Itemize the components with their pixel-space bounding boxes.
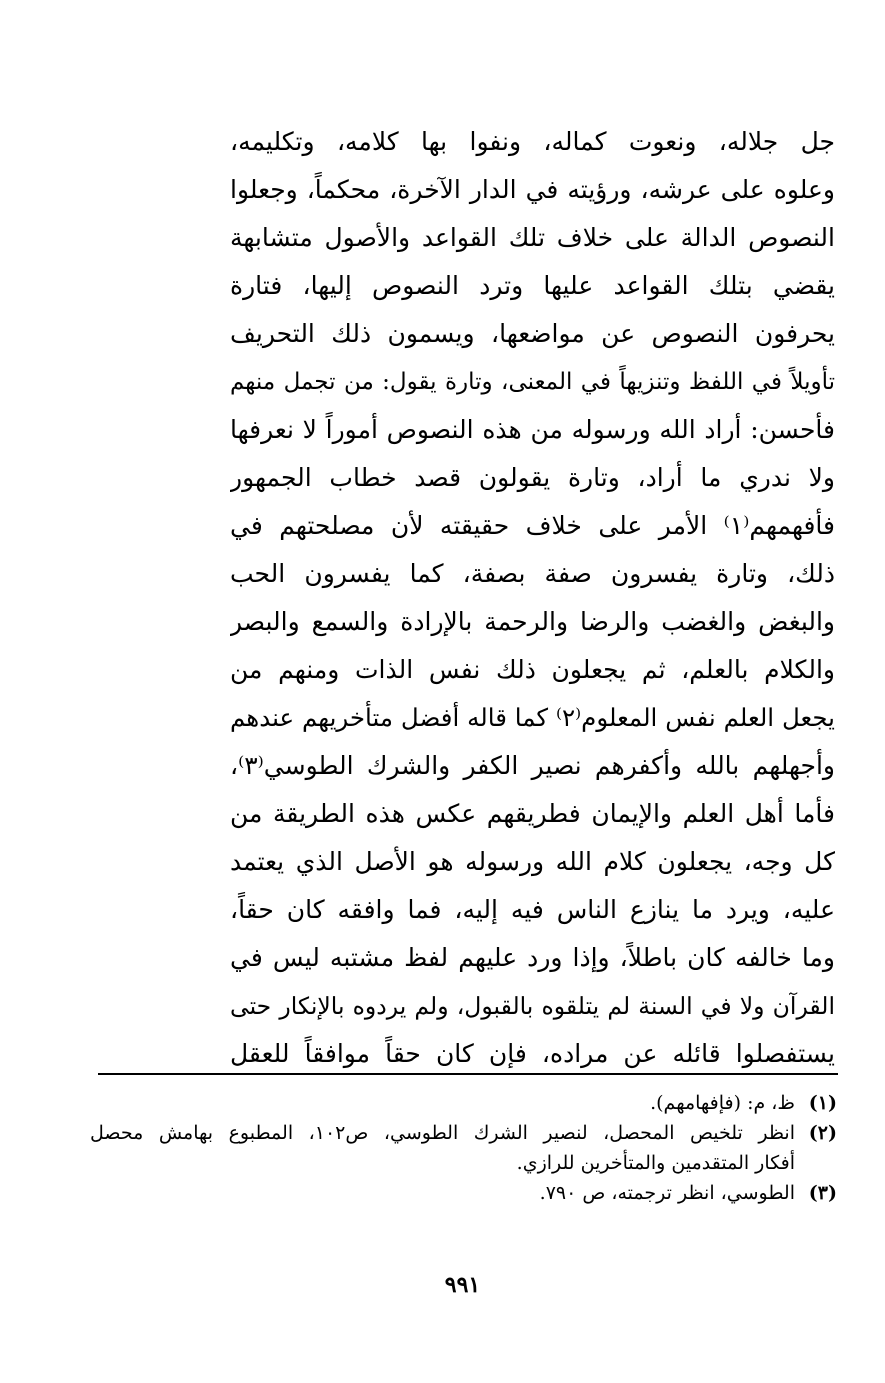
text-line: عليه، ويرد ما ينازع الناس فيه إليه، فما وافقه كان حقاً، [230, 895, 835, 924]
footnote [90, 1088, 837, 1118]
text-line: تأويلاً في اللفظ وتنزيهاً في المعنى، وتارة يقول: من تجمل منهم [230, 369, 835, 395]
footnote [90, 1118, 837, 1178]
text-line: يحرفون النصوص عن مواضعها، ويسمون ذلك التحريف [230, 319, 835, 348]
footnote-text: انظر تلخيص المحصل، لنصير الشرك الطوسي، ص١٠٢، المطبوع بهامش محصل [90, 1122, 796, 1144]
text-line: ذلك، وتارة يفسرون صفة بصفة، كما يفسرون الحب [230, 559, 835, 588]
text-line: النصوص الدالة على خلاف تلك القواعد والأصول متشابهة [230, 223, 835, 252]
text-line: يستفصلوا قائله عن مراده، فإن كان حقاً موافقاً للعقل [230, 1039, 835, 1068]
footnote-text: ظ، م: (فإفهامهم). [650, 1092, 795, 1114]
text-line: القرآن ولا في السنة لم يتلقوه بالقبول، ولم يردوه بالإنكار حتى [230, 992, 835, 1020]
text-line: والبغض والغضب والرضا والرحمة بالإرادة والسمع والبصر [230, 607, 835, 636]
text-line: وأجهلهم بالله وأكفرهم نصير الكفر والشرك الطوسي⁽٣⁾، [230, 751, 835, 780]
text-line: فأحسن: أراد الله ورسوله من هذه النصوص أموراً لا نعرفها [230, 415, 835, 444]
footnote-marker: (٣) [808, 1182, 837, 1204]
text-line: يجعل العلم نفس المعلوم⁽٢⁾ كما قاله أفضل متأخريهم عندهم [230, 703, 835, 732]
footnote [90, 1178, 837, 1208]
text-line: كل وجه، يجعلون كلام الله ورسوله هو الأصل الذي يعتمد [230, 847, 835, 876]
text-line: فأفهمهم⁽١⁾ الأمر على خلاف حقيقته لأن مصلحتهم في [230, 511, 835, 540]
text-line: والكلام بالعلم، ثم يجعلون ذلك نفس الذات ومنهم من [230, 655, 835, 684]
text-line: ولا ندري ما أراد، وتارة يقولون قصد خطاب الجمهور [230, 463, 835, 492]
text-line: جل جلاله، ونعوت كماله، ونفوا بها كلامه، وتكليمه، [230, 127, 835, 156]
text-line: وعلوه على عرشه، ورؤيته في الدار الآخرة، محكماً، وجعلوا [230, 175, 835, 204]
footnote-marker: (٢) [808, 1122, 837, 1144]
footnote-marker: (١) [808, 1092, 837, 1114]
footnotes [90, 1088, 837, 1208]
text-line: فأما أهل العلم والإيمان فطريقهم عكس هذه الطريقة من [230, 799, 835, 828]
footnote-text: الطوسي، انظر ترجمته، ص ٧٩٠. [539, 1182, 795, 1204]
main-text [230, 118, 835, 1078]
footnote-divider [98, 1073, 838, 1075]
footnote-text: أفكار المتقدمين والمتأخرين للرازي. [516, 1152, 795, 1174]
text-line: يقضي بتلك القواعد عليها وترد النصوص إليها، فتارة [230, 271, 835, 300]
page-number: ٩٩١ [444, 1272, 481, 1298]
text-line: وما خالفه كان باطلاً، وإذا ورد عليهم لفظ مشتبه ليس في [230, 943, 835, 972]
